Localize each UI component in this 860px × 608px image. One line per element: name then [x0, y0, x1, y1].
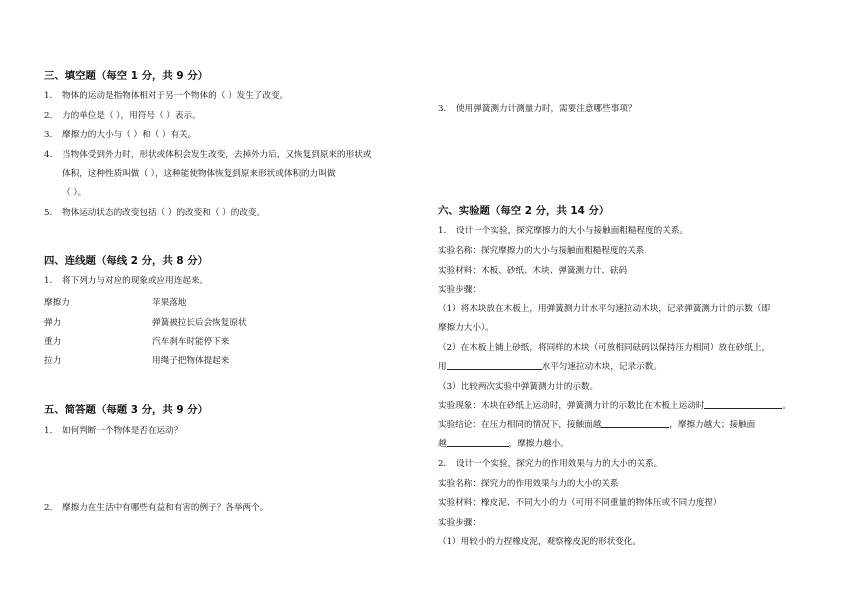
question-number: 1. [44, 426, 53, 436]
e1-conclusion-line-2 [438, 437, 569, 449]
e1-step-2-line-1: （2）在木板上铺上砂纸，将同样的木块（可放相同砝码以保持压力相同）放在砂纸上， [438, 343, 771, 353]
phenomenon-item: 弹簧被拉长后会恢复原状 [152, 318, 247, 328]
question-text: 如何判断一个物体是否在运动？ [62, 426, 183, 436]
text: 。 [782, 401, 792, 411]
phenomenon-item: 汽车刹车时能停下来 [152, 337, 230, 347]
question-number: 1. [44, 91, 53, 101]
e1-step-2-line-2 [438, 360, 662, 372]
text: 实验现象：木块在砂纸上运动时，弹簧测力计的示数比在木板上运动时 [438, 401, 705, 411]
answer-blank[interactable] [447, 445, 509, 447]
e2-materials: 实验材料：橡皮泥、不同大小的力（可用不同重量的物体压或不同力度捏） [438, 498, 722, 508]
text: 实验结论：在压力相同的情况下，接触面越 [438, 420, 602, 430]
s3-question-4-line-3: （ ）。 [62, 188, 87, 198]
section-3-title: 三、填空题（每空 1 分，共 9 分） [44, 70, 209, 82]
text: 水平匀速拉动木块，记录示数。 [541, 362, 662, 372]
e2-step-1: （1）用较小的力捏橡皮泥，观察橡皮泥的形状变化。 [438, 537, 642, 547]
e1-phenomenon [438, 399, 791, 411]
question-number: 5. [44, 208, 53, 218]
answer-blank[interactable] [447, 368, 542, 370]
e1-intro [438, 224, 688, 236]
phenomenon-item: 用绳子把物体提起来 [152, 356, 230, 366]
s5-question-3 [438, 102, 636, 114]
force-item: 拉力 [44, 356, 62, 366]
question-text-line-1: 当物体受到外力时，形状或体积会发生改变，去掉外力后，又恢复到原来的形状或 [62, 150, 372, 160]
question-number: 1. [438, 226, 447, 236]
question-number: 2. [44, 503, 53, 513]
question-text: 设计一个实验，探究力的作用效果与力的大小的关系。 [456, 459, 663, 469]
question-number: 1. [44, 276, 53, 286]
s3-question-2 [44, 109, 201, 121]
force-item: 弹力 [44, 318, 62, 328]
s3-question-4 [44, 148, 371, 160]
e1-conclusion [438, 418, 755, 430]
e1-step-1-line-2: 摩擦力大小）。 [438, 323, 494, 333]
e2-steps-label: 实验步骤： [438, 518, 481, 528]
text: 用 [438, 362, 447, 372]
question-text: 设计一个实验，探究摩擦力的大小与接触面粗糙程度的关系。 [456, 226, 689, 236]
force-item: 重力 [44, 337, 62, 347]
s3-question-3 [44, 128, 196, 140]
text: ，摩擦力越小。 [508, 439, 569, 449]
text: 越 [438, 439, 447, 449]
s3-question-4-line-2: 体积，这种性质叫做（ ），这种能使物体恢复到原来形状或体积的力叫做 [62, 169, 336, 179]
force-item: 摩擦力 [44, 298, 70, 308]
answer-blank[interactable] [601, 426, 669, 428]
question-number: 3. [438, 104, 447, 114]
phenomenon-item: 苹果落地 [152, 298, 187, 308]
question-number: 4. [44, 150, 53, 160]
e1-materials: 实验材料：木板、砂纸、木块、弹簧测力计、砝码 [438, 266, 628, 276]
question-number: 2. [438, 459, 447, 469]
e1-step-3: （3）比较两次实验中弹簧测力计的示数。 [438, 382, 599, 392]
s4-question-1 [44, 274, 208, 286]
answer-blank[interactable] [704, 407, 782, 409]
e1-steps-label: 实验步骤： [438, 285, 481, 295]
s5-question-1 [44, 424, 182, 436]
question-text: 摩擦力的大小与（ ）和（ ）有关。 [62, 130, 197, 140]
question-text: 将下列力与对应的现象或应用连起来。 [62, 276, 209, 286]
e2-intro [438, 457, 662, 469]
question-text: 使用弹簧测力计测量力时，需要注意哪些事项？ [456, 104, 637, 114]
e2-name: 实验名称：探究力的作用效果与力的大小的关系 [438, 479, 619, 489]
question-text: 物体运动状态的改变包括（ ）的改变和（ ）的改变。 [62, 208, 266, 218]
question-number: 3. [44, 130, 53, 140]
question-text: 物体的运动是指物体相对于另一个物体的（ ）发生了改变。 [62, 91, 289, 101]
section-5-title: 五、简答题（每题 3 分，共 9 分） [44, 404, 209, 416]
e1-step-1-line-1: （1）将木块放在木板上，用弹簧测力计水平匀速拉动木块，记录弹簧测力计的示数（即 [438, 304, 771, 314]
question-text: 摩擦力在生活中有哪些有益和有害的例子？各举两个。 [62, 503, 269, 513]
section-6-title: 六、实验题（每空 2 分，共 14 分） [438, 205, 610, 217]
s5-question-2 [44, 501, 268, 513]
s3-question-1 [44, 89, 288, 101]
text: ，摩擦力越大；接触面 [669, 420, 756, 430]
s3-question-5 [44, 206, 265, 218]
e1-name: 实验名称：探究摩擦力的大小与接触面粗糙程度的关系 [438, 246, 645, 256]
question-number: 2. [44, 111, 53, 121]
section-4-title: 四、连线题（每线 2 分，共 8 分） [44, 255, 209, 267]
question-text: 力的单位是（ ），用符号（ ）表示。 [62, 111, 201, 121]
